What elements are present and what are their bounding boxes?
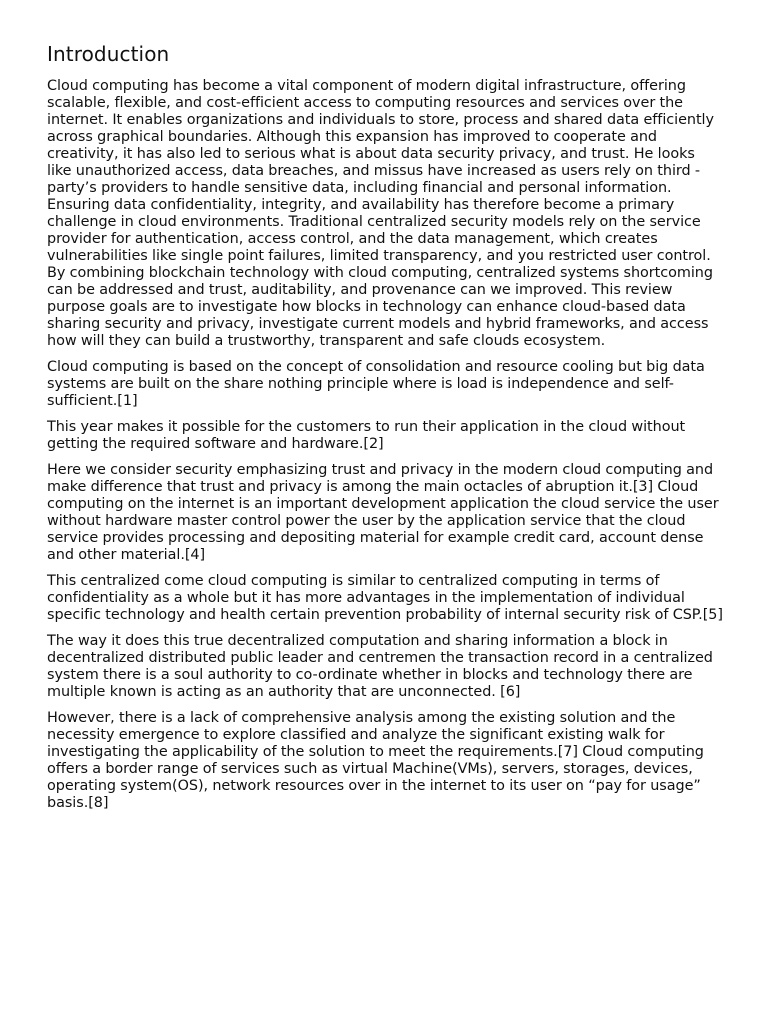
document-page <box>47 40 723 821</box>
paragraph-1: Cloud computing is based on the concept of consolidation and resource cooling but big data systems are built on the share nothing principle where is load is independence and self-sufficient.[1] <box>47 359 705 409</box>
paragraph-6: The way it does this true decentralized computation and sharing information a block in decentralized distributed public leader and centremen the transaction record in a centralized system there is a soul authority to co-ordinate whether in blocks and technology there are multiple known is acting as an authority that are unconnected. [6] <box>47 633 713 700</box>
paragraph-3-4: Here we consider security emphasizing trust and privacy in the modern cloud computing and make difference that trust and privacy is among the main octacles of abruption it.[3] Cloud computing on the internet is an important development application the cloud service the user without hardware master control power the user by the application service that the cloud service provides processing and depositing material for example credit card, account dense and other material.[4] <box>47 462 719 563</box>
section-heading: Introduction <box>47 42 170 66</box>
paragraph-5: This centralized come cloud computing is similar to centralized computing in terms of confidentiality as a whole but it has more advantages in the implementation of individual specific technology and health certain prevention probability of internal security risk of CSP.[5] <box>47 573 723 623</box>
paragraph-intro: Cloud computing has become a vital component of modern digital infrastructure, offering scalable, flexible, and cost-efficient access to computing resources and services over the internet. It enables organizations and individuals to store, process and shared data efficiently across graphical boundaries. Although this expansion has improved to cooperate and creativity, it has also led to serious what is about data security privacy, and trust. He looks like unauthorized access, data breaches, and missus have increased as users rely on third - party’s providers to handle sensitive data, including financial and personal information. Ensuring data confidentiality, integrity, and availability has therefore become a primary challenge in cloud environments. Traditional centralized security models rely on the service provider for authentication, access control, and the data management, which creates vulnerabilities like single point failures, limited transparency, and you restricted user control. By combining blockchain technology with cloud computing, centralized systems shortcoming can be addressed and trust, auditability, and provenance can we improved. This review purpose goals are to investigate how blocks in technology can enhance cloud-based data sharing security and privacy, investigate current models and hybrid frameworks, and access how will they can build a trustworthy, transparent and safe clouds ecosystem. <box>47 78 714 349</box>
paragraph-2: This year makes it possible for the customers to run their application in the cloud without getting the required software and hardware.[2] <box>47 419 686 452</box>
paragraph-7-8: However, there is a lack of comprehensive analysis among the existing solution and the necessity emergence to explore classified and analyze the significant existing walk for investigating the applicability of the solution to meet the requirements.[7] Cloud computing offers a border range of services such as virtual Machine(VMs), servers, storages, devices, operating system(OS), network resources over in the internet to its user on “pay for usage” basis.[8] <box>47 710 704 811</box>
